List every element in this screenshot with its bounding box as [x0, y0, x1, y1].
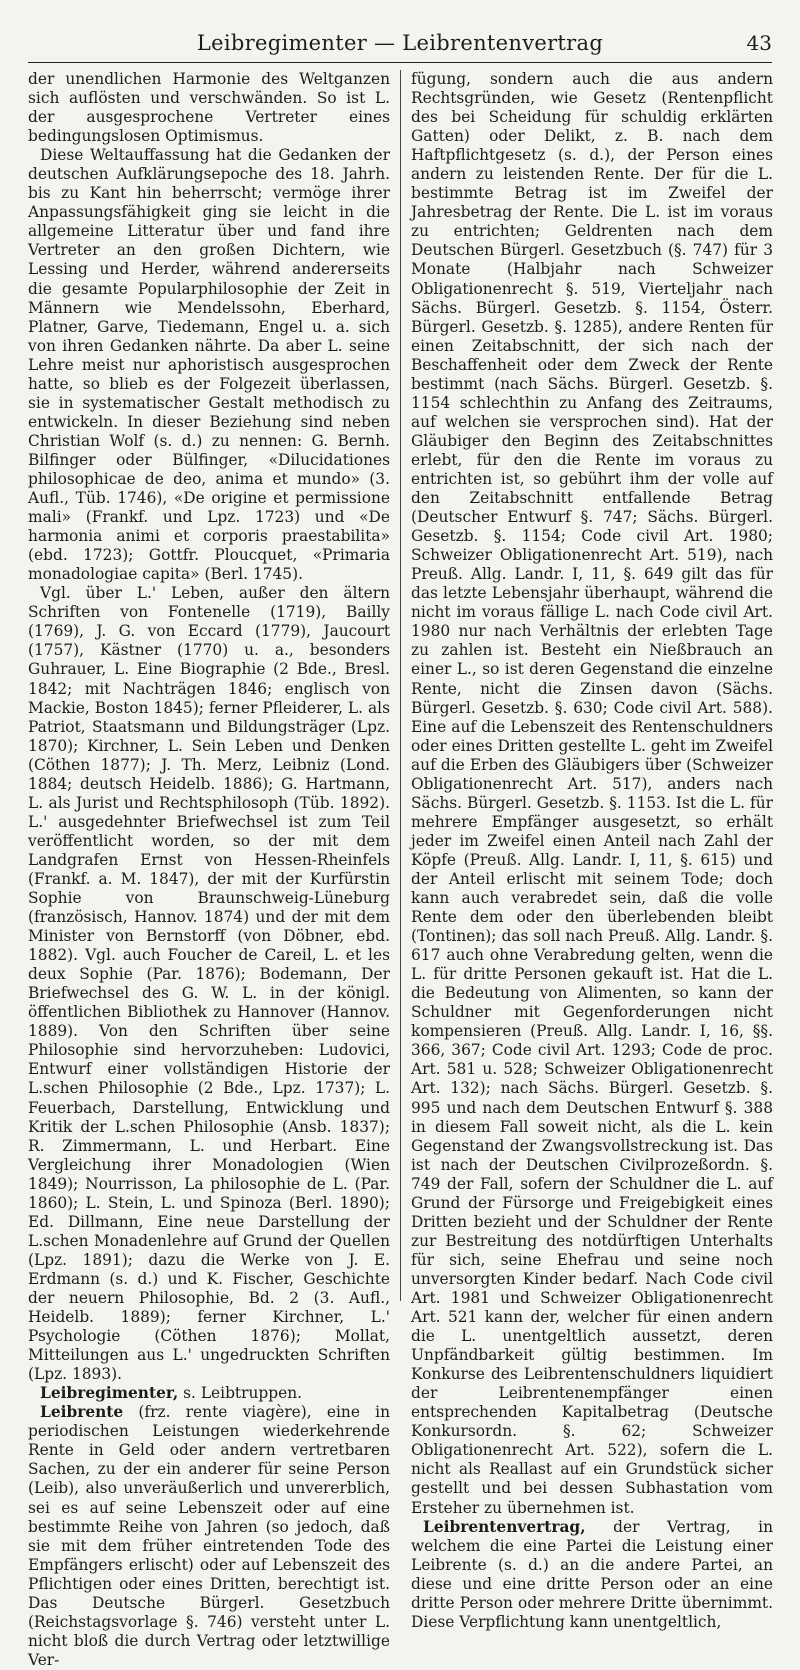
- right-column: [411, 70, 773, 1631]
- paragraph: Vgl. über L.' Leben, außer den ältern Schriften von Fontenelle (1719), Bailly (1769), J. G. von Eccard (1779), Jaucourt (1757), Kästner (1770) u. a., besonders Guhrauer, L. Eine Biographie (2 Bde., Bresl. 1842; mit Nachträgen 1846; englisch von Mackie, Boston 1845); ferner Pfleiderer, L. als Patriot, Staatsmann und Bildungsträger (Lpz. 1870); Kirchner, L. Sein Leben und Denken (Cöthen 1877); J. Th. Merz, Leibniz (Lond. 1884; deutsch Heidelb. 1886); G. Hartmann, L. als Jurist und Rechtsphilosoph (Tüb. 1892). L.' ausgedehnter Briefwechsel ist zum Teil veröffentlicht worden, so der mit dem Landgrafen Ernst von Hessen-Rheinfels (Frankf. a. M. 1847), der mit der Kurfürstin Sophie von Braunschweig-Lüneburg (französisch, Hannov. 1874) und der mit dem Minister von Bernstorff (von Döbner, ebd. 1882). Vgl. auch Foucher de Careil, L. et les deux Sophie (Par. 1876); Bodemann, Der Briefwechsel des G. W. L. in der königl. öffentlichen Bibliothek zu Hannover (Hannov. 1889). Von den Schriften über seine Philosophie sind hervorzuheben: Ludovici, Entwurf einer vollständigen Historie der L.schen Philosophie (2 Bde., Lpz. 1737); L. Feuerbach, Darstellung, Entwicklung und Kritik der L.schen Philosophie (Ansb. 1837); R. Zimmermann, L. und Herbart. Eine Vergleichung ihrer Monadologien (Wien 1849); Nourrisson, La philosophie de L. (Par. 1860); L. Stein, L. und Spinoza (Berl. 1890); Ed. Dillmann, Eine neue Darstellung der L.schen Monadenlehre auf Grund der Quellen (Lpz. 1891); dazu die Werke von J. E. Erdmann (s. d.) und K. Fischer, Geschichte der neuern Philosophie, Bd. 2 (3. Aufl., Heidelb. 1889); ferner Kirchner, L.' Psychologie (Cöthen 1876); Mollat, Mitteilungen aus L.' ungedruckten Schriften (Lpz. 1893).: [28, 584, 390, 1384]
- dictionary-entry-leibrente: [28, 1403, 390, 1670]
- page-number: 43: [746, 31, 772, 55]
- entry-text: s. Leibtruppen.: [178, 1384, 302, 1403]
- entry-text: (frz. rente viagère), eine in periodischen Leistungen wiederkehrende Rente in Geld oder andern vertretbaren Sachen, zu der ein anderer für seine Person (Leib), also unveräußerlich und unvererblich, sei es auf seine Lebenszeit oder auf eine bestimmte Reihe von Jahren (so jedoch, daß sie mit dem früher eintretenden Tode des Empfängers erlischt) oder auf Lebenszeit des Pflichtigen oder eines Dritten, berechtigt ist. Das Deutsche Bürgerl. Gesetzbuch (Reichstagsvorlage §. 746) versteht unter L. nicht bloß die durch Vertrag oder letztwillige Ver-: [28, 1403, 390, 1669]
- paragraph: fügung, sondern auch die aus andern Rechtsgründen, wie Gesetz (Rentenpflicht des bei Scheidung für schuldig erklärten Gatten) oder Delikt, z. B. nach dem Haftpflichtgesetz (s. d.), der Person eines andern zu leistenden Rente. Der für die L. bestimmte Betrag ist im Zweifel der Jahresbetrag der Rente. Die L. ist im voraus zu entrichten; Geldrenten nach dem Deutschen Bürgerl. Gesetzbuch (§. 747) für 3 Monate (Halbjahr nach Schweizer Obligationenrecht §. 519, Vierteljahr nach Sächs. Bürgerl. Gesetzb. §. 1154, Österr. Bürgerl. Gesetzb. §. 1285), andere Renten für einen Zeitabschnitt, der sich nach der Beschaffenheit oder dem Zweck der Rente bestimmt (nach Sächs. Bürgerl. Gesetzb. §. 1154 schlechthin zu Anfang des Zeitraums, auf welchen sie versprochen sind). Hat der Gläubiger den Beginn des Zeitabschnittes erlebt, für den die Rente im voraus zu entrichten ist, so gebührt ihm der volle auf den Zeitabschnitt entfallende Betrag (Deutscher Entwurf §. 747; Sächs. Bürgerl. Gesetzb. §. 1154; Code civil Art. 1980; Schweizer Obligationenrecht Art. 519), nach Preuß. Allg. Landr. I, 11, §. 649 gilt das für das letzte Lebensjahr überhaupt, während die nicht im voraus fällige L. nach Code civil Art. 1980 nur nach Verhältnis der erlebten Tage zu zahlen ist. Besteht ein Nießbrauch an einer L., so ist deren Gegenstand die einzelne Rente, nicht die Zinsen davon (Sächs. Bürgerl. Gesetzb. §. 630; Code civil Art. 588). Eine auf die Lebenszeit des Rentenschuldners oder eines Dritten gestellte L. geht im Zweifel auf die Erben des Gläubigers über (Schweizer Obligationenrecht Art. 517), anders nach Sächs. Bürgerl. Gesetzb. §. 1153. Ist die L. für mehrere Empfänger ausgesetzt, so erhält jeder im Zweifel einen Anteil nach Zahl der Köpfe (Preuß. Allg. Landr. I, 11, §. 615) und der Anteil erlischt mit seinem Tode; doch kann auch verabredet sein, daß die volle Rente dem oder den überlebenden bleibt (Tontinen); das soll nach Preuß. Allg. Landr. §. 617 auch ohne Verabredung gelten, wenn die L. für dritte Personen gekauft ist. Hat die L. die Bedeutung von Alimenten, so kann der Schuldner mit Gegenforderungen nicht kompensieren (Preuß. Allg. Landr. I, 16, §§. 366, 367; Code civil Art. 1293; Code de proc. Art. 581 u. 528; Schweizer Obligationenrecht Art. 132); nach Sächs. Bürgerl. Gesetzb. §. 995 und nach dem Deutschen Entwurf §. 388 in diesem Fall soweit nicht, als die L. kein Gegenstand der Zwangsvollstreckung ist. Das ist nach der Deutschen Civilprozeßordn. §. 749 der Fall, sofern der Schuldner die L. auf Grund der Fürsorge und Freigebigkeit eines Dritten bezieht und der Schuldner der Rente zur Bestreitung des notdürftigen Unterhalts für sich, seine Ehefrau und seine noch unversorgten Kinder bedarf. Nach Code civil Art. 1981 und Schweizer Obligationenrecht Art. 521 kann der, welcher für einen andern die L. unentgeltlich aussetzt, deren Unpfändbarkeit gültig bestimmen. Im Konkurse des Leibrentenschuldners liquidiert der Leibrentenempfänger einen entsprechenden Kapitalbetrag (Deutsche Konkursordn. §. 62; Schweizer Obligationenrecht Art. 522), sofern die L. nicht als Reallast auf ein Grundstück sicher gestellt und bei dessen Subhastation vom Ersteher zu übernehmen ist.: [411, 70, 773, 1517]
- dictionary-entry-leibregimenter: [28, 1384, 390, 1403]
- entry-headword: Leibrente: [40, 1403, 124, 1422]
- paragraph: der unendlichen Harmonie des Weltganzen sich auflösten und verschwänden. So ist L. der ausgesprochene Vertreter eines bedingungslosen Optimismus.: [28, 70, 390, 146]
- left-column: [28, 70, 390, 1669]
- running-title: Leibregimenter — Leibrentenvertrag: [196, 31, 604, 55]
- dictionary-entry-leibrentenvertrag: [411, 1518, 773, 1632]
- column-divider: [400, 70, 401, 1301]
- entry-text: der Vertrag, in welchem die eine Partei die Leistung einer Leibrente (s. d.) an die andere Partei, an diese und eine dritte Person oder an eine dritte Person oder mehrere Dritte übernimmt. Diese Verpflichtung kann unentgeltlich,: [411, 1517, 773, 1631]
- page-header: [28, 28, 772, 63]
- entry-headword: Leibrentenvertrag,: [423, 1517, 586, 1536]
- entry-headword: Leibregimenter,: [40, 1384, 179, 1403]
- paragraph: Diese Weltauffassung hat die Gedanken der deutschen Aufklärungsepoche des 18. Jahrh. bis zu Kant hin beherrscht; vermöge ihrer Anpassungsfähigkeit ging sie leicht in die allgemeine Litteratur über und fand ihre Vertreter an den großen Dichtern, wie Lessing und Herder, während andererseits die gesamte Popularphilosophie der Zeit in Männern wie Mendelssohn, Eberhard, Platner, Garve, Tiedemann, Engel u. a. sich von ihren Gedanken nährte. Da aber L. seine Lehre meist nur aphoristisch ausgesprochen hatte, so blieb es der Folgezeit überlassen, sie in systematischer Gestalt methodisch zu entwickeln. In dieser Beziehung sind neben Christian Wolf (s. d.) zu nennen: G. Bernh. Bilfinger oder Bülfinger, «Dilucidationes philosophicae de deo, anima et mundo» (3. Aufl., Tüb. 1746), «De origine et permissione mali» (Frankf. und Lpz. 1723) und «De harmonia animi et corporis praestabilita» (ebd. 1723); Gottfr. Ploucquet, «Primaria monadologiae capita» (Berl. 1745).: [28, 146, 390, 584]
- text-columns: [28, 70, 778, 1669]
